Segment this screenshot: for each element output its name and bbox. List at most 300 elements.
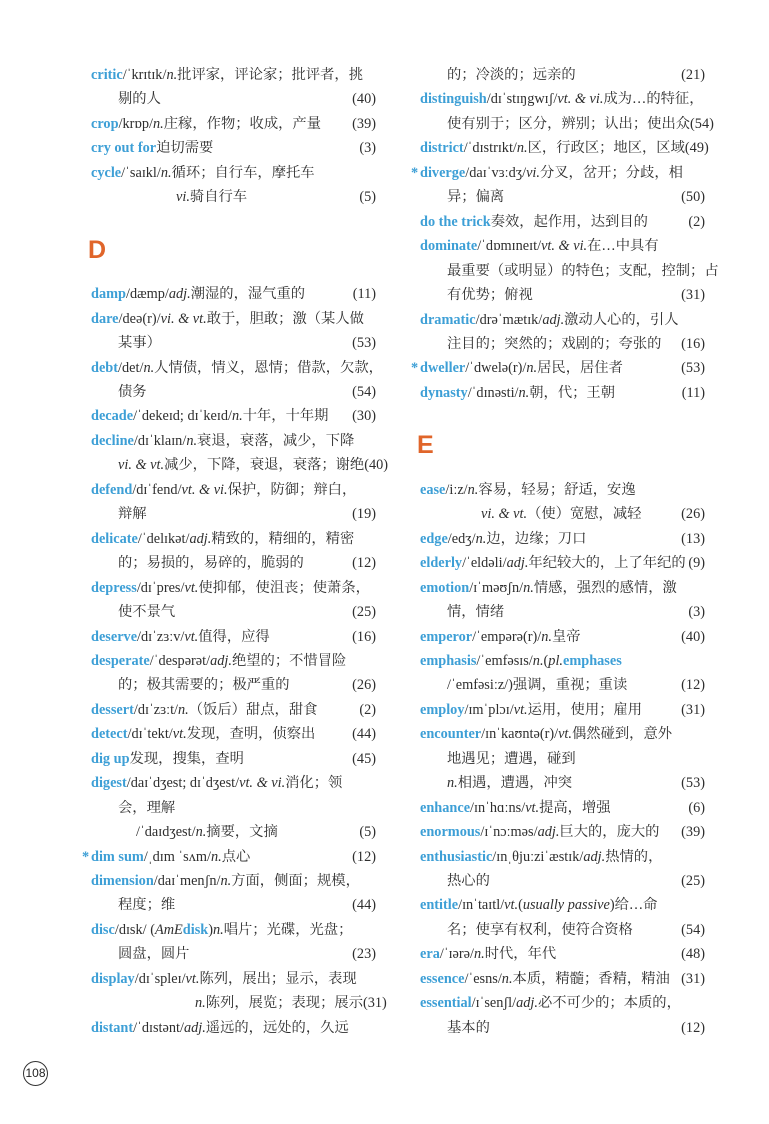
definition-text: 必不可少的；本质的， xyxy=(537,995,681,1012)
entry-line xyxy=(420,112,714,136)
entry-line xyxy=(420,87,705,111)
definition-text: 时代，年代 xyxy=(484,946,557,963)
definition-text: 地遇见；遭遇，碰到 xyxy=(447,750,576,767)
unit-reference: (45) xyxy=(352,750,376,767)
definition-text: 循环；自行车，摩托车 xyxy=(171,164,315,181)
optional-star: * xyxy=(411,164,419,181)
definition-text: 遥远的，远处的，久远 xyxy=(205,1019,349,1036)
unit-reference: (5) xyxy=(359,824,376,841)
part-of-speech: adj. xyxy=(183,1019,206,1036)
entry-line xyxy=(91,698,376,722)
optional-star: * xyxy=(82,848,90,865)
definition-text: 皇帝 xyxy=(551,628,581,645)
unit-reference: (53) xyxy=(352,335,376,352)
part-of-speech: n. xyxy=(516,140,528,157)
unit-reference: (31) xyxy=(681,970,705,987)
definition-text: 潮湿的，湿气重的 xyxy=(190,286,306,303)
definition-text: 债务 xyxy=(118,384,147,400)
optional-star: * xyxy=(411,360,419,377)
unit-reference: (44) xyxy=(352,726,376,743)
part-of-speech: n. xyxy=(178,701,189,718)
phonetic-text: /daɪˈmenʃn/ xyxy=(153,873,221,889)
definition-text: 名；使享有权利，使符合资格 xyxy=(447,921,633,938)
definition-text: 值得，应得 xyxy=(198,628,270,645)
headword: cry out for xyxy=(91,140,157,157)
unit-reference: (2) xyxy=(688,213,705,230)
unit-reference: (48) xyxy=(681,946,705,963)
entry-line xyxy=(420,967,705,991)
definition-text: 的；极其需要的；极严重的 xyxy=(118,677,290,694)
part-of-speech: n. xyxy=(143,359,155,376)
unit-reference: (31) xyxy=(681,287,705,304)
phonetic-text: ( xyxy=(543,652,549,669)
phonetic-text: ( xyxy=(518,897,523,914)
part-of-speech: vt. xyxy=(172,726,187,743)
headword: disk xyxy=(182,921,209,938)
definition-text: 发现，搜集，查明 xyxy=(129,750,244,767)
part-of-speech: n. xyxy=(526,360,538,377)
entry-line xyxy=(420,845,705,869)
definition-text: 保护，防御；辩白， xyxy=(227,481,357,498)
unit-reference: (3) xyxy=(688,604,705,621)
unit-reference: (16) xyxy=(681,335,705,352)
definition-text: 偶然碰到，意外 xyxy=(571,726,673,743)
entry-line xyxy=(91,282,376,306)
unit-reference: (12) xyxy=(681,1019,705,1036)
part-of-speech: adj. xyxy=(506,555,529,572)
headword: emperor xyxy=(420,628,473,645)
definition-text: （使）宽慰，减轻 xyxy=(527,506,642,523)
unit-reference: (25) xyxy=(681,873,705,889)
definition-text: 陈列，展出；显示，表现 xyxy=(199,970,357,987)
headword: elderly xyxy=(420,555,463,572)
part-of-speech: vt. xyxy=(184,628,199,645)
headword: delicate xyxy=(91,530,138,547)
phonetic-text: /dɪˈspleɪ/ xyxy=(134,970,186,987)
entry-line xyxy=(91,918,376,942)
definition-text: 批评家，评论家；批评者，挑 xyxy=(177,67,364,83)
headword: era xyxy=(420,946,440,963)
definition-text: 骑自行车 xyxy=(189,189,248,206)
part-of-speech: n. xyxy=(467,481,479,498)
headword: employ xyxy=(420,701,465,718)
definition-text: 敢于，胆敢；激（某人做 xyxy=(206,310,364,327)
part-of-speech: adj. xyxy=(583,848,606,865)
headword: defend xyxy=(91,481,133,498)
phonetic-text: /dɪˈzɜːt/ xyxy=(133,701,179,718)
part-of-speech: vt. xyxy=(185,970,200,987)
phonetic-text: /ˌdɪm ˈsʌm/ xyxy=(143,848,211,865)
entry-line xyxy=(91,942,376,966)
phonetic-text: /ˈdɪnəsti/ xyxy=(467,384,519,401)
part-of-speech: vt. & vi. xyxy=(181,481,228,498)
unit-reference: (49) xyxy=(684,140,709,157)
phonetic-text: /ɪˈməʊʃn/ xyxy=(469,579,524,596)
phonetic-text: /ˈeldəli/ xyxy=(462,555,507,572)
entry-line xyxy=(91,893,376,917)
headword: enormous xyxy=(420,824,481,841)
part-of-speech: n. xyxy=(518,384,530,401)
definition-text: 居民，居住者 xyxy=(537,360,623,377)
entry-line xyxy=(420,747,705,771)
definition-text: 给…命 xyxy=(614,897,658,914)
part-of-speech: vt. xyxy=(504,897,519,914)
entry-line xyxy=(91,87,376,111)
phonetic-text: /iːz/ xyxy=(445,481,468,498)
entry-line xyxy=(91,600,376,624)
headword: do the trick xyxy=(420,213,491,230)
unit-reference: (39) xyxy=(681,824,705,841)
definition-text: 奏效，起作用，达到目的 xyxy=(490,213,648,230)
unit-reference: (3) xyxy=(359,140,376,157)
unit-reference: (30) xyxy=(352,408,376,425)
unit-reference: (54) xyxy=(690,115,714,132)
unit-reference: (40) xyxy=(364,457,389,474)
headword: enhance xyxy=(420,799,471,816)
entry-line xyxy=(91,380,376,404)
definition-text: 成为…的特征， xyxy=(603,91,704,108)
entry-line xyxy=(91,747,376,771)
unit-reference: (40) xyxy=(681,628,705,645)
definition-text: 分叉，岔开；分歧，相 xyxy=(539,164,683,181)
definition-text: 巨大的，庞大的 xyxy=(559,824,660,841)
headword: decline xyxy=(91,432,134,449)
entry-line xyxy=(420,502,705,526)
phonetic-text: /ˈsaɪkl/ xyxy=(121,164,161,181)
entry-line xyxy=(420,576,705,600)
headword: district xyxy=(420,140,464,157)
entry-line xyxy=(91,161,376,185)
part-of-speech: adj. xyxy=(542,311,565,328)
unit-reference: (13) xyxy=(681,530,705,547)
definition-text: （饭后）甜点，甜食 xyxy=(188,701,318,718)
definition-text: 强调，重视；重读 xyxy=(512,677,628,694)
definition-text: 摘要，文摘 xyxy=(206,824,278,841)
unit-reference: (50) xyxy=(681,189,705,206)
headword: dominate xyxy=(420,238,478,255)
part-of-speech: vt. xyxy=(558,726,572,743)
definition-text: 人情债，情义，恩情；借款，欠款， xyxy=(154,359,383,376)
definition-text: 会，理解 xyxy=(118,799,176,816)
headword: deserve xyxy=(91,628,138,645)
unit-reference: (54) xyxy=(352,384,376,400)
part-of-speech: n. xyxy=(475,530,487,547)
phonetic-text: /ˈɪərə/ xyxy=(439,946,474,963)
definition-text: 本质，精髓；香精，精油 xyxy=(512,970,670,987)
definition-text: 相遇，遭遇，冲突 xyxy=(457,775,573,792)
unit-reference: (40) xyxy=(352,91,376,108)
headword: emphases xyxy=(563,652,622,669)
part-of-speech: n. xyxy=(231,408,243,425)
entry-line xyxy=(91,502,376,526)
phonetic-text: /dɪˈfend/ xyxy=(132,481,182,498)
phonetic-text: (31) xyxy=(363,995,387,1012)
definition-text: 年纪较大的，上了年纪的 xyxy=(528,555,686,572)
entry-line xyxy=(91,136,376,160)
entry-line xyxy=(420,63,705,87)
part-of-speech: AmE xyxy=(154,921,183,938)
part-of-speech: n. xyxy=(541,628,552,645)
entry-line xyxy=(420,308,705,332)
unit-reference: (11) xyxy=(681,384,705,401)
headword: damp xyxy=(91,286,126,303)
phonetic-text: /det/ xyxy=(118,359,144,376)
part-of-speech: vt. xyxy=(513,701,528,718)
unit-reference: (12) xyxy=(352,555,376,572)
definition-text: 情，情绪 xyxy=(447,604,505,621)
entry-line xyxy=(91,527,376,551)
phonetic-text: /ɪnˈhɑːns/ xyxy=(470,799,526,816)
part-of-speech: n. xyxy=(501,970,513,987)
headword: desperate xyxy=(91,652,150,669)
headword: distant xyxy=(91,1019,134,1036)
unit-reference: (25) xyxy=(352,604,376,621)
phonetic-text: /dɪsk/ ( xyxy=(114,921,155,938)
entry-line xyxy=(91,331,376,355)
part-of-speech: adj. xyxy=(516,995,538,1012)
entry-line xyxy=(91,453,389,477)
phonetic-text: /ɪnˌθjuːziˈæstɪk/ xyxy=(492,848,584,865)
phonetic-text: /ˈdɒmɪneɪt/ xyxy=(477,238,542,255)
entry-line xyxy=(91,576,376,600)
definition-text: 朝，代；王朝 xyxy=(529,384,616,401)
headword: detect xyxy=(91,726,128,743)
part-of-speech: n. xyxy=(220,873,232,889)
part-of-speech: vt. xyxy=(184,579,199,596)
entry-line xyxy=(420,551,705,575)
section-letter-heading: D xyxy=(88,235,107,264)
definition-text: 热心的 xyxy=(447,873,490,889)
phonetic-text: /ˈdelɪkət/ xyxy=(137,530,190,547)
unit-reference: (31) xyxy=(681,701,705,718)
part-of-speech: adj. xyxy=(168,286,191,303)
part-of-speech: adj. xyxy=(537,824,560,841)
phonetic-text: /dɪˈtekt/ xyxy=(127,726,173,743)
entry-line xyxy=(91,625,376,649)
part-of-speech: n. xyxy=(212,921,224,938)
entry-line xyxy=(420,991,705,1015)
headword: ease xyxy=(420,481,446,498)
part-of-speech: vt. xyxy=(525,799,540,816)
entry-line xyxy=(420,210,705,234)
phonetic-text: /ˈdɪstənt/ xyxy=(133,1019,184,1036)
headword: display xyxy=(91,970,135,987)
part-of-speech: n. xyxy=(195,824,207,841)
definition-text: 异；偏离 xyxy=(447,189,505,206)
unit-reference: (23) xyxy=(352,946,376,963)
phonetic-text: /ˈemfəsiːz/) xyxy=(447,677,513,694)
part-of-speech: vi. xyxy=(176,189,190,206)
entry-line xyxy=(420,381,705,405)
definition-text: 绝望的；不惜冒险 xyxy=(231,652,347,669)
phonetic-text: /ˈdaɪdʒest/ xyxy=(136,824,196,841)
headword: emotion xyxy=(420,579,470,596)
entry-line xyxy=(420,136,709,160)
definition-text: 程度；维 xyxy=(118,897,176,914)
headword: distinguish xyxy=(420,91,487,108)
headword: cycle xyxy=(91,164,122,181)
phonetic-text: /daɪˈvɜːdʒ/ xyxy=(465,164,527,181)
definition-text: 庄稼，作物；收成，产量 xyxy=(163,115,322,132)
definition-text: 使抑郁，使沮丧；使萧条， xyxy=(198,579,370,596)
section-letter-heading: E xyxy=(417,431,434,460)
definition-text: 发现，查明，侦察出 xyxy=(186,726,316,743)
headword: entitle xyxy=(420,897,459,914)
phonetic-text: /daɪˈdʒest; dɪˈdʒest/ xyxy=(126,775,240,792)
unit-reference: (53) xyxy=(681,360,705,377)
headword: essence xyxy=(420,970,465,987)
phonetic-text: /ɪnˈtaɪtl/ xyxy=(458,897,505,914)
definition-text: 陈列，展览；表现；展示 xyxy=(205,995,363,1012)
entry-line xyxy=(91,967,376,991)
headword: decade xyxy=(91,408,134,425)
entry-line xyxy=(420,722,705,746)
entry-line xyxy=(420,478,705,502)
entry-line xyxy=(91,991,387,1015)
part-of-speech: n. xyxy=(166,67,178,83)
headword: edge xyxy=(420,530,448,547)
unit-reference: (12) xyxy=(681,677,705,694)
definition-text: 迫切需要 xyxy=(156,140,214,157)
phonetic-text: /ˈdwelə(r)/ xyxy=(465,360,527,377)
definition-text: 热情的， xyxy=(605,848,663,865)
entry-line xyxy=(91,551,376,575)
phonetic-text: /ɪmˈplɔɪ/ xyxy=(464,701,514,718)
entry-line xyxy=(420,259,719,283)
entry-line xyxy=(420,771,705,795)
phonetic-text: /ˈemfəsɪs/ xyxy=(476,652,533,669)
entry-line xyxy=(91,649,376,673)
entry-line xyxy=(420,332,705,356)
unit-reference: (21) xyxy=(681,67,705,83)
phonetic-text: /ˈdɪstrɪkt/ xyxy=(463,140,517,157)
part-of-speech: vi. & vt. xyxy=(118,457,165,474)
unit-reference: (5) xyxy=(359,189,376,206)
headword: dramatic xyxy=(420,311,476,328)
headword: disc xyxy=(91,921,115,938)
definition-text: 的；易损的，易碎的，脆弱的 xyxy=(118,555,304,572)
entry-line xyxy=(420,1016,705,1040)
headword: dweller xyxy=(420,360,466,377)
headword: dare xyxy=(91,310,119,327)
unit-reference: (16) xyxy=(352,628,376,645)
phonetic-text: /deə(r)/ xyxy=(118,310,161,327)
definition-text: 消化；领 xyxy=(285,775,343,792)
unit-reference: (26) xyxy=(681,506,705,523)
part-of-speech: n. xyxy=(186,432,198,449)
phonetic-text: ) xyxy=(609,897,615,914)
entry-line xyxy=(91,673,376,697)
entry-line xyxy=(91,1016,376,1040)
definition-text: 提高，增强 xyxy=(539,799,611,816)
entry-line xyxy=(91,356,383,380)
unit-reference: (44) xyxy=(352,897,376,914)
definition-text: 辩解 xyxy=(118,506,147,523)
headword: dynasty xyxy=(420,384,468,401)
unit-reference: (19) xyxy=(352,506,376,523)
phonetic-text: /ˈdespərət/ xyxy=(149,652,211,669)
unit-reference: (53) xyxy=(681,775,705,792)
unit-reference: (26) xyxy=(352,677,376,694)
definition-text: 最重要（或明显）的特色；支配，控制；占 xyxy=(447,262,719,279)
part-of-speech: n. xyxy=(473,946,485,963)
entry-line xyxy=(91,307,376,331)
entry-line xyxy=(411,161,705,185)
definition-text: 唱片；光碟，光盘； xyxy=(223,921,353,938)
phonetic-text: ) xyxy=(208,921,213,938)
entry-line xyxy=(420,942,705,966)
definition-text: 情感，强烈的感情，激 xyxy=(533,579,677,596)
part-of-speech: adj. xyxy=(210,652,232,669)
part-of-speech: n. xyxy=(523,579,534,596)
headword: dig up xyxy=(91,750,130,767)
phonetic-text: /dæmp/ xyxy=(125,286,169,303)
definition-text: 区，行政区；地区，区域 xyxy=(527,140,685,157)
part-of-speech: n. xyxy=(195,995,206,1012)
entry-line xyxy=(91,796,376,820)
entry-line xyxy=(420,893,705,917)
phonetic-text: /ɪnˈkaʊntə(r)/ xyxy=(481,726,559,743)
entry-line xyxy=(420,869,705,893)
headword: dimension xyxy=(91,873,154,889)
part-of-speech: usually passive xyxy=(522,897,610,914)
entry-line xyxy=(420,649,705,673)
phonetic-text: /dɪˈpres/ xyxy=(136,579,185,596)
part-of-speech: n. xyxy=(160,164,172,181)
definition-text: 精致的，精细的，精密 xyxy=(211,530,355,547)
entry-line xyxy=(91,771,376,795)
definition-text: 边，边缘；刀口 xyxy=(486,530,587,547)
definition-text: 点心 xyxy=(221,848,251,865)
definition-text: 某事） xyxy=(118,335,161,352)
entry-line xyxy=(420,527,705,551)
unit-reference: (12) xyxy=(352,848,376,865)
headword: critic xyxy=(91,67,123,83)
headword: debt xyxy=(91,359,119,376)
part-of-speech: vt. & vi. xyxy=(541,238,588,255)
part-of-speech: vt. & vi. xyxy=(557,91,604,108)
part-of-speech: n. xyxy=(532,652,544,669)
page-number: 108 xyxy=(23,1061,48,1086)
definition-text: 剔的人 xyxy=(118,91,161,108)
definition-text: 减少，下降，衰退，衰落；谢绝 xyxy=(164,457,365,474)
part-of-speech: n. xyxy=(447,775,458,792)
unit-reference: (39) xyxy=(352,115,376,132)
part-of-speech: vt. & vi. xyxy=(239,775,286,792)
headword: encounter xyxy=(420,726,482,743)
entry-line xyxy=(91,112,376,136)
phonetic-text: /dɪˈstɪŋgwɪʃ/ xyxy=(486,91,558,108)
entry-line xyxy=(420,698,705,722)
entry-line xyxy=(420,234,705,258)
part-of-speech: vi. & vt. xyxy=(160,310,207,327)
phonetic-text: /krɒp/ xyxy=(118,115,154,132)
headword: dim sum xyxy=(91,848,144,865)
definition-text: 圆盘，圆片 xyxy=(118,946,190,963)
definition-text: 运用，使用；雇用 xyxy=(527,701,643,718)
entry-line xyxy=(91,869,376,893)
phonetic-text: /drəˈmætɪk/ xyxy=(475,311,543,328)
definition-text: 有优势；俯视 xyxy=(447,287,533,304)
definition-text: 激动人心的，引人 xyxy=(564,311,679,328)
entry-line xyxy=(420,820,705,844)
headword: digest xyxy=(91,775,127,792)
entry-line xyxy=(91,429,376,453)
phonetic-text: /dɪˈklaɪn/ xyxy=(133,432,187,449)
headword: depress xyxy=(91,579,137,596)
phonetic-text: /ˈesns/ xyxy=(464,970,502,987)
entry-line xyxy=(420,918,705,942)
